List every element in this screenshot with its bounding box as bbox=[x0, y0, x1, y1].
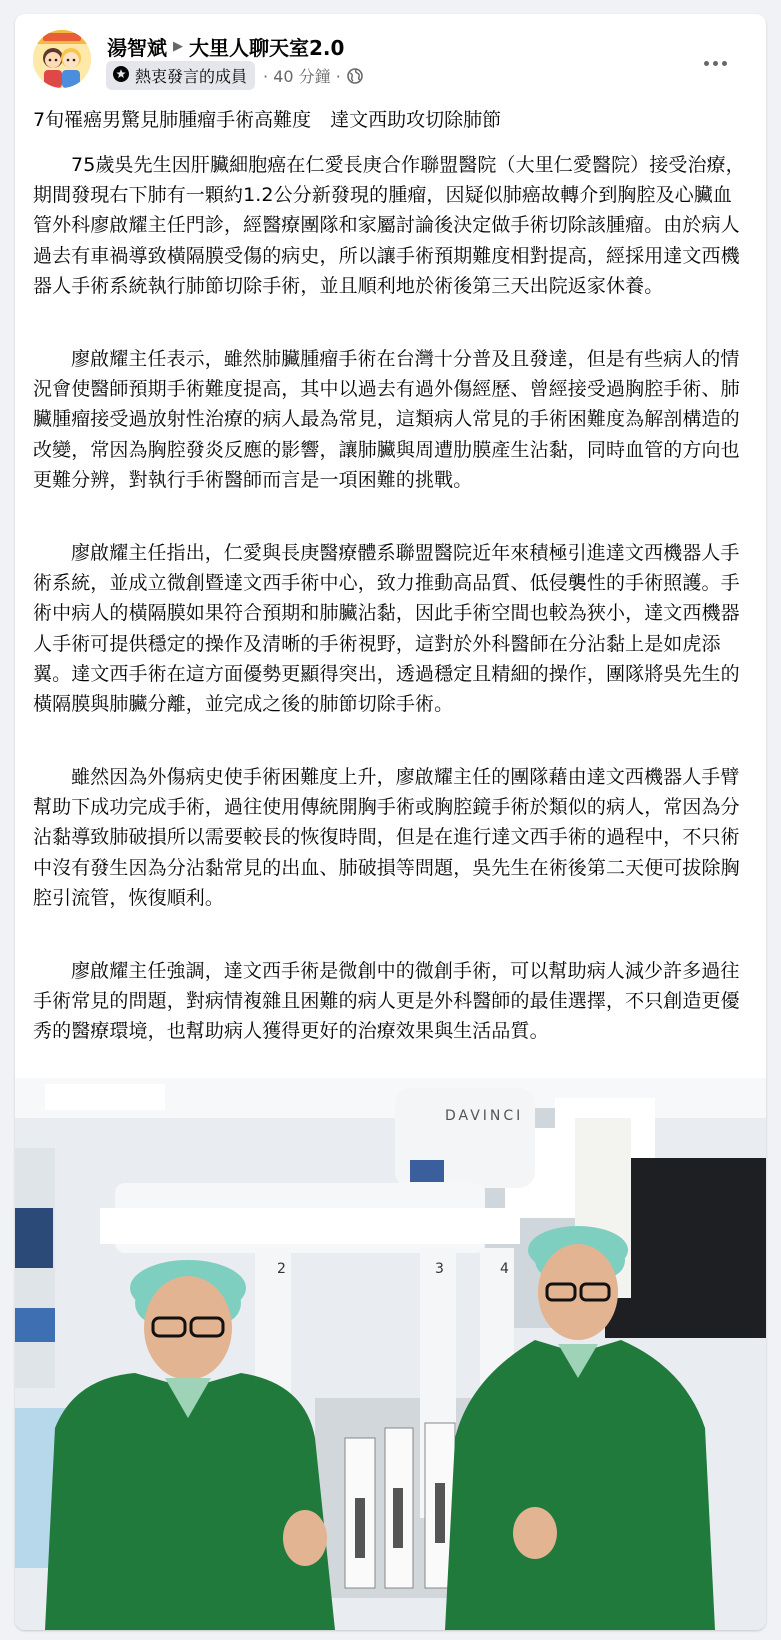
post-card bbox=[15, 14, 766, 1630]
author-name[interactable]: 湯智斌 bbox=[107, 36, 167, 60]
post-photo[interactable] bbox=[15, 1078, 766, 1630]
post-timestamp[interactable]: · 40 分鐘 · bbox=[263, 67, 341, 86]
avatar-illustration bbox=[33, 30, 91, 88]
globe-icon[interactable] bbox=[347, 68, 363, 84]
star-icon bbox=[113, 66, 129, 86]
author-line bbox=[107, 32, 344, 61]
robot-brand-label: DAVINCI bbox=[445, 1108, 524, 1124]
post-paragraph-5: 廖啟耀主任強調，達文西手術是微創中的微創手術，可以幫助病人減少許多過往手術常見的問題，對病情複雜且困難的病人更是外科醫師的最佳選擇，不只創造更優秀的醫療環境，也幫助病人獲得更好的治療效果與生活品質。 bbox=[33, 960, 740, 1043]
post-title: 7旬罹癌男驚見肺腫瘤手術高難度 達文西助攻切除肺節 bbox=[33, 109, 502, 131]
more-dots-icon[interactable] bbox=[698, 52, 732, 74]
arm-number-2: 2 bbox=[277, 1261, 286, 1277]
member-badge-label: 熱衷發言的成員 bbox=[135, 67, 248, 86]
author-avatar[interactable] bbox=[33, 30, 91, 88]
post-header bbox=[15, 14, 766, 94]
post-paragraph-1: 75歲吳先生因肝臟細胞癌在仁愛長庚合作聯盟醫院（大里仁愛醫院）接受治療，期間發現右下肺有一顆約1.2公分新發現的腫瘤，因疑似肺癌故轉介到胸腔及心臟血管外科廖啟耀主任門診，經醫療團隊和家屬討論後決定做手術切除該腫瘤。由於病人過去有車禍導致橫隔膜受傷的病史，所以讓手術預期難度相對提高，經採用達文西機器人手術系統執行肺節切除手術，並且順利地於術後第三天出院返家休養。 bbox=[33, 154, 745, 297]
triangle-right-icon: ▶ bbox=[173, 39, 183, 54]
group-name[interactable]: 大里人聊天室2.0 bbox=[189, 36, 345, 60]
post-meta bbox=[106, 61, 363, 90]
arm-number-3: 3 bbox=[435, 1261, 444, 1277]
post-paragraph-2: 廖啟耀主任表示，雖然肺臟腫瘤手術在台灣十分普及且發達，但是有些病人的情況會使醫師預期手術難度提高，其中以過去有過外傷經歷、曾經接受過胸腔手術、肺臟腫瘤接受過放射性治療的病人最為常見，這類病人常見的手術困難度為解剖構造的改變，常因為胸腔發炎反應的影響，讓肺臟與周遭肋膜產生沾黏，同時血管的方向也更難分辨，對執行手術醫師而言是一項困難的挑戰。 bbox=[33, 348, 740, 491]
member-badge[interactable] bbox=[106, 61, 255, 90]
post-paragraph-4: 雖然因為外傷病史使手術困難度上升，廖啟耀主任的團隊藉由達文西機器人手臂幫助下成功完成手術，過往使用傳統開胸手術或胸腔鏡手術於類似的病人，常因為分沾黏導致肺破損所以需要較長的恢復時間，但是在進行達文西手術的過程中，不只術中沒有發生因為分沾黏常見的出血、肺破損等問題，吳先生在術後第二天便可拔除胸腔引流管，恢復順利。 bbox=[33, 766, 740, 909]
post-paragraph-3: 廖啟耀主任指出，仁愛與長庚醫療體系聯盟醫院近年來積極引進達文西機器人手術系統，並成立微創暨達文西手術中心，致力推動高品質、低侵襲性的手術照護。手術中病人的橫隔膜如果符合預期和肺臟沾黏，因此手術空間也較為狹小，達文西機器人手術可提供穩定的操作及清晰的手術視野，這對於外科醫師在分沾黏上是如虎添翼。達文西手術在這方面優勢更顯得突出，透過穩定且精細的操作，團隊將吳先生的橫隔膜與肺臟分離，並完成之後的肺節切除手術。 bbox=[33, 542, 740, 716]
surgical-robot-photo bbox=[15, 1078, 766, 1630]
arm-number-4: 4 bbox=[500, 1261, 509, 1277]
